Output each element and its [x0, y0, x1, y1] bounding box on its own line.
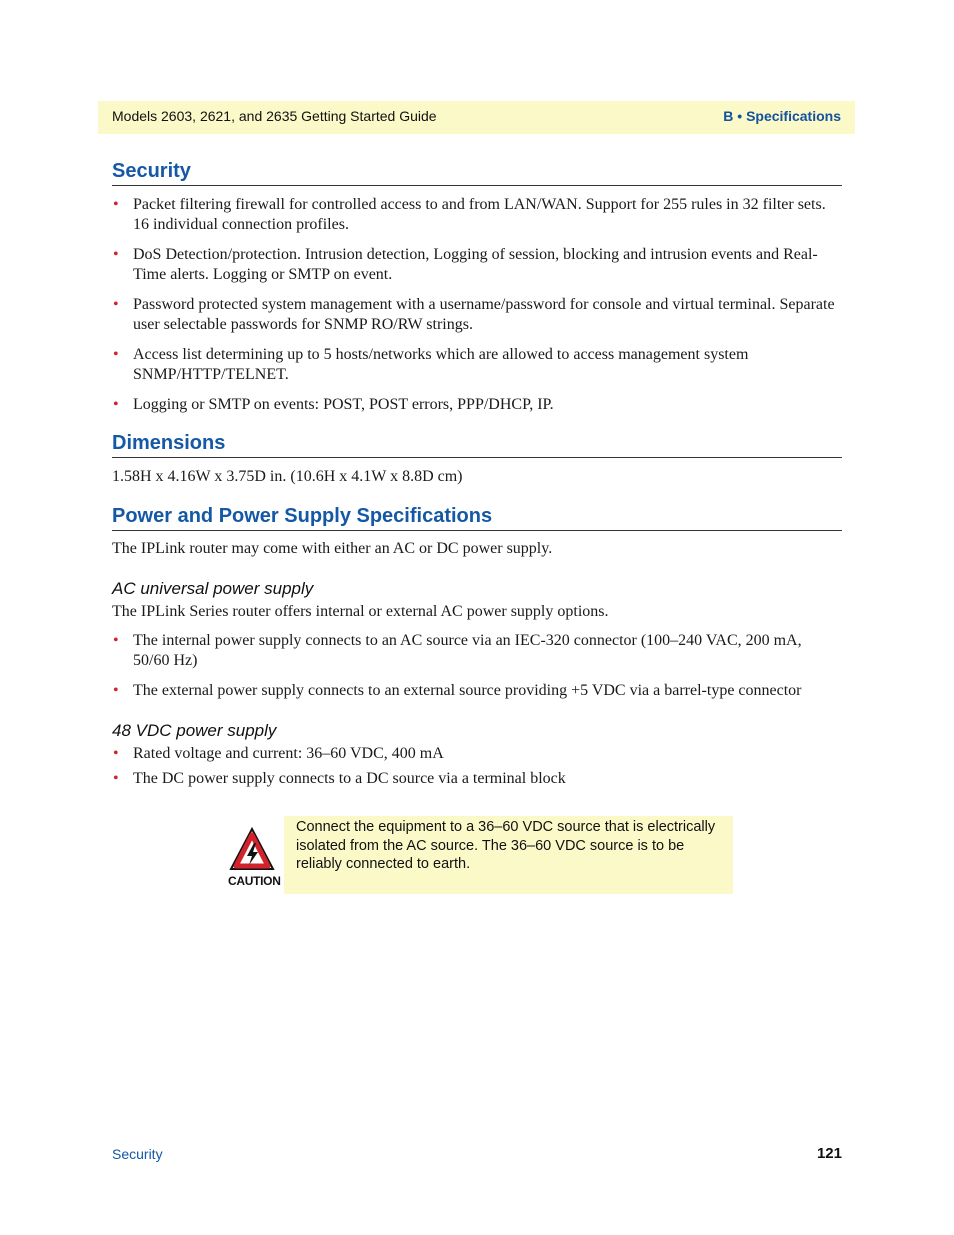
list-item: • The internal power supply connects to an AC source via an IEC-320 connector (100–240 VAC, 200 mA, 50/60 Hz): [113, 632, 802, 669]
guide-title: Models 2603, 2621, and 2635 Getting Started Guide: [112, 108, 437, 124]
dimensions-text: 1.58H x 4.16W x 3.75D in. (10.6H x 4.1W x 8.8D cm): [112, 468, 463, 485]
list-item: • The external power supply connects to an external source providing +5 VDC via a barrel-type connector: [113, 682, 802, 699]
bullet-icon: •: [113, 296, 119, 313]
running-header: [98, 101, 855, 134]
list-item: • DoS Detection/protection. Intrusion detection, Logging of session, blocking and intrusion events and Real-Time alerts. Logging or SMTP on event.: [113, 246, 818, 283]
caution-icon: [228, 826, 281, 892]
list-item: • The DC power supply connects to a DC source via a terminal block: [113, 770, 566, 787]
ac-list: [112, 631, 842, 711]
caution-text: Connect the equipment to a 36–60 VDC source that is electrically isolated from the AC source. The 36–60 VDC source is to be reliably connected to earth.: [296, 819, 716, 872]
header-section: B • Specifications: [723, 108, 841, 124]
footer-section: Security: [112, 1146, 163, 1162]
ac-intro: The IPLink Series router offers internal or external AC power supply options.: [112, 603, 609, 620]
dc-list: [112, 744, 842, 794]
caution-warning-icon: [228, 826, 276, 874]
bullet-icon: •: [113, 346, 119, 363]
bullet-icon: •: [113, 246, 119, 263]
list-item: • Rated voltage and current: 36–60 VDC, 400 mA: [113, 745, 444, 762]
security-list: [112, 195, 842, 425]
dimensions-heading: Dimensions: [112, 432, 842, 458]
security-heading: Security: [112, 160, 842, 186]
list-item: • Packet filtering firewall for controlled access to and from LAN/WAN. Support for 255 rules in 32 filter sets. 16 individual connection profiles.: [113, 196, 826, 233]
caution-label: CAUTION: [228, 874, 281, 888]
power-intro: The IPLink router may come with either an AC or DC power supply.: [112, 540, 553, 557]
dc-subheading: 48 VDC power supply: [112, 721, 277, 740]
bullet-icon: •: [113, 745, 119, 762]
ac-subheading: AC universal power supply: [112, 579, 314, 598]
bullet-icon: •: [113, 632, 119, 649]
bullet-icon: •: [113, 196, 119, 213]
list-item: • Logging or SMTP on events: POST, POST errors, PPP/DHCP, IP.: [113, 396, 554, 413]
bullet-icon: •: [113, 682, 119, 699]
list-item: • Access list determining up to 5 hosts/networks which are allowed to access management system SNMP/HTTP/TELNET.: [113, 346, 749, 383]
bullet-icon: •: [113, 770, 119, 787]
caution-note: [284, 816, 733, 894]
power-heading: Power and Power Supply Specifications: [112, 505, 842, 531]
bullet-icon: •: [113, 396, 119, 413]
page-number: 121: [816, 1145, 842, 1162]
list-item: • Password protected system management with a username/password for console and virtual terminal. Separate user selectable passwords for SNMP RO/RW strings.: [113, 296, 835, 333]
